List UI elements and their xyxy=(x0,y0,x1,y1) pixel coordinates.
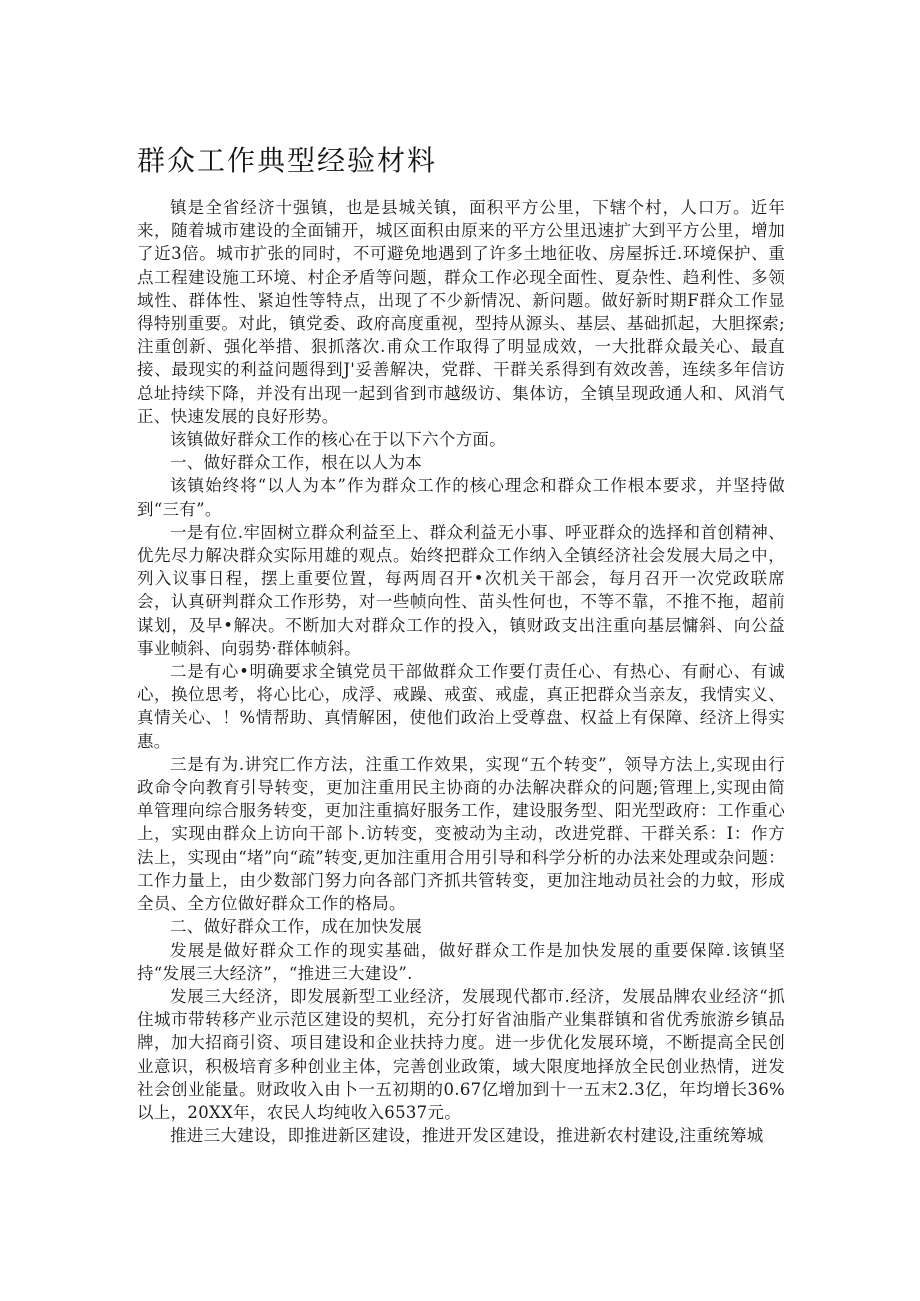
paragraph-core-summary: 该镇做好群众工作的核心在于以下六个方面。 xyxy=(170,430,506,450)
paragraph-have-action: 三是有为.讲究匚作方法，注重工作效果，实现“五个转变”，领导方法上,实现由行政命令向教育引导转变，更加注重用民主协商的办法解决群众的问题;管理上,实现由简单管理向综合服务转变，更加注重搞好服务工作，建设服务型、阳光型政府：工作重心上，实现由群众上访向干部卜.访转变，变被动为主动，改进党群、干群关系：I：作方法上，实现由“堵”向“疏”转变,更加注重用合用引导和科学分析的办法来处理或杂问题：工作力量上，由少数部门努力向各部门齐抓共管转变，更加注地动员社会的力蚊，形成全员、全方位做好群众工作的格局。 xyxy=(137,754,785,914)
section-heading-people-first: 一、做好群众工作，根在以人为本 xyxy=(170,453,422,473)
paragraph-three-constructions: 推进三大建设，即推进新区建设，推进开发区建设，推进新农村建设,注重统筹城 xyxy=(170,1126,764,1146)
paragraph-three-haves: 该镇始终将“以人为本”作为群众工作的核心理念和群众工作根本要求，并坚持做到“三有”。 xyxy=(137,476,785,519)
paragraph-have-position: 一是有位.牢固树立群众利益至上、群众利益无小事、呼亚群众的选择和首创精神、优先尽力解决群众实际用雄的观点。始终把群众工作纳入全镇经济社会发展大局之中，列入议事日程，摆上重要位置，每两周召开•次机关干部会，每月召开一次党政联席会，认真研判群众工作形势，对一些帧向性、苗头性何也，不等不靠，不推不拖，超前谋划，及早•解决。不断加大对群众工作的投入，镇财政支出注重向基层慵斜、向公益事业帧斜、向弱势·群体帧斜。 xyxy=(137,522,785,658)
paragraph-have-heart: 二是有心•明确要求全镇党员干部做群众工作要仃责任心、有热心、有耐心、有诚心，换位思考，将心比心，成浮、戒躁、戒蛮、戒虚，真正把群众当亲友，我情实义、真情关心、！%情帮助、真情解困，使他们政治上受尊盘、权益上有保障、经济上得实惠。 xyxy=(137,662,785,751)
section-heading-development: 二、做好群众工作，成在加快发展 xyxy=(170,917,422,937)
paragraph-three-economies: 发展三大经济，即发展新型工业经济，发展现代都市.经济，发展品牌农业经济“抓住城市带转移产业示范区建设的契机，充分打好省油脂产业集群镇和省优秀旅游乡镇品牌，加大招商引资、项目建设和企业扶持力度。进一步优化发展环境，不断提高全民创业意识，积极培育多种创业主体，完善创业政策，域大限度地择放全民创业热情，迸发社会创业能量。财政收入由卜一五初期的0.67亿增加到十一五末2.3亿，年均增长36%以上，20XX年，农民人均纯收入6537元。 xyxy=(137,986,785,1122)
document-title: 群众工作典型经验材料 xyxy=(137,144,438,177)
document-body xyxy=(137,196,785,1147)
paragraph-intro: 镇是全省经济十强镇，也是县城关镇，面积平方公里，下辖个村，人口万。近年来，随着城市建设的全面铺开，城区面积由原来的平方公里迅速扩大到平方公里，增加了近3倍。城市扩张的同时，不可避免地遇到了许多土地征收、房屋拆迁.环境保护、重点工程建设施工环境、村企矛盾等问题，群众工作必现全面性、夏杂性、趋利性、多领域性、群体性、紧迫性等特点，出现了不少新情况、新问题。做好新时期F群众工作显得特别重要。对此，镇党委、政府高度重视，型持从源头、基层、基础抓起，大胆探索;注重创新、强化举措、狠抓落次.甫众工作取得了明显成效，一大批群众最关心、最直接、最现实的利益问题得到J'妥善解决，党群、干群关系得到有效改善，连续多年信访总址持续下降，并没有出现一起到省到市越级访、集体访，全镇呈现政通人和、风消气正、快速发展的良好形势。 xyxy=(137,198,785,426)
paragraph-development-basis: 发展是做好群众工作的现实基础，做好群众工作是加快发展的重要保障.该镇坚持“发展三大经济”，“推进三大建设”. xyxy=(137,940,785,983)
